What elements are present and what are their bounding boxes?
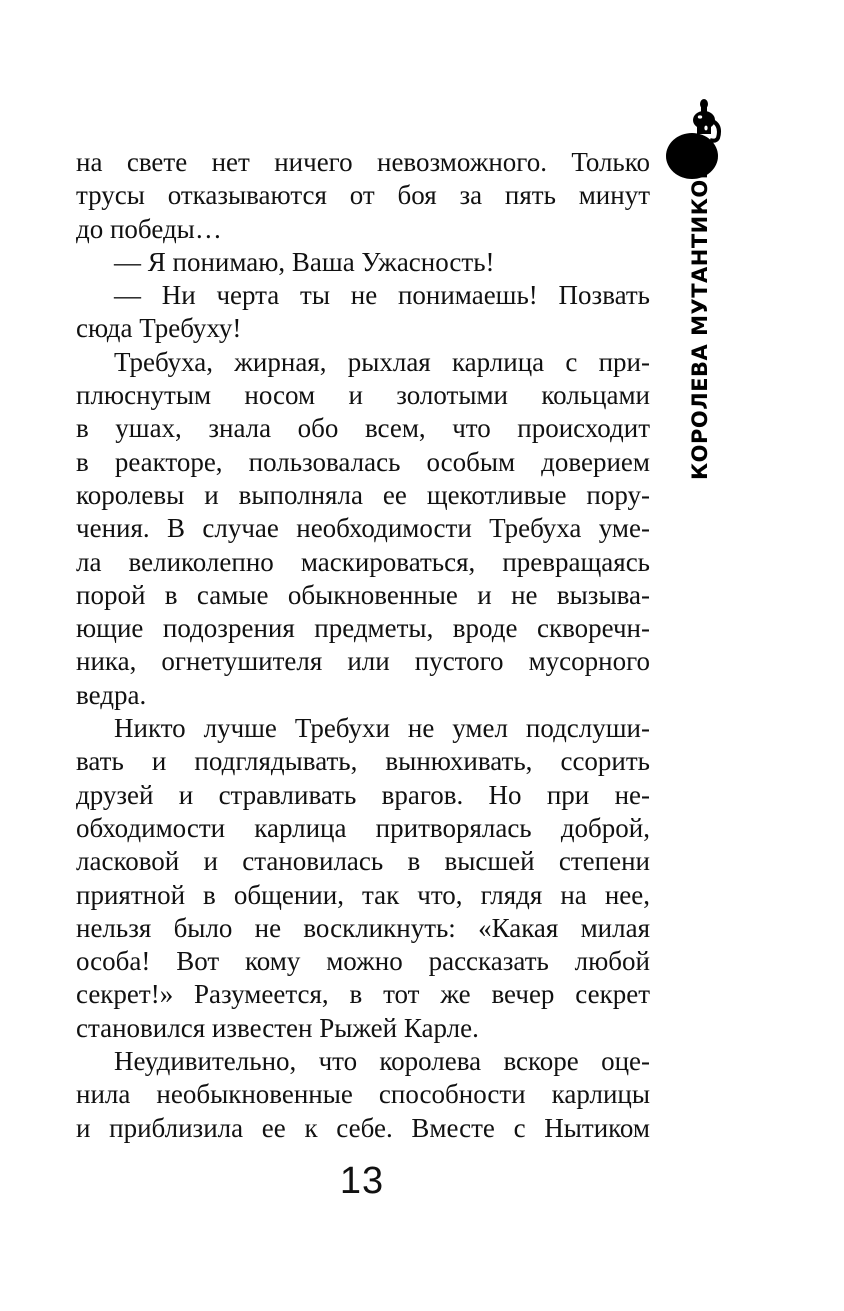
text-line: ведра.	[76, 679, 147, 710]
text-line: приятной в общении, так что, глядя на нее,	[76, 879, 650, 910]
text-line: секрет!» Разумеется, в тот же вечер секрет	[76, 979, 650, 1010]
text-line: нельзя было не воскликнуть: «Какая милая	[76, 912, 650, 943]
body-text	[76, 146, 650, 1145]
text-line: чения. В случае необходимости Требуха уме-	[76, 513, 650, 544]
text-line: в ушах, знала обо всем, что происходит	[76, 413, 650, 444]
text-line: плюснутым носом и золотыми кольцами	[76, 380, 650, 411]
text-line: нила необыкновенные способности карлицы	[76, 1079, 650, 1110]
text-line: вать и подглядывать, вынюхивать, ссорить	[76, 746, 650, 777]
text-line: становился известен Рыжей Карле.	[76, 1012, 479, 1043]
page-number: 13	[339, 1160, 385, 1202]
text-line: королевы и выполняла ее щекотливые пору-	[76, 479, 650, 510]
text-line: обходимости карлица притворялась доброй,	[76, 812, 650, 843]
text-line: ла великолепно маскироваться, превращаясь	[76, 546, 650, 577]
text-line: и приблизила ее к себе. Вместе с Нытиком	[76, 1112, 650, 1143]
text-line: Неудивительно, что королева вскоре оце-	[114, 1046, 650, 1077]
text-line: на свете нет ничего невозможного. Только	[76, 147, 650, 177]
text-line: в реакторе, пользовалась особым доверием	[76, 446, 650, 477]
text-line: друзей и стравливать врагов. Но при не-	[76, 779, 650, 810]
text-line: трусы отказываются от боя за пять минут	[76, 180, 650, 211]
text-line: ласковой и становилась в высшей степени	[76, 846, 650, 877]
text-line: — Ни черта ты не понимаешь! Позвать	[114, 280, 650, 311]
text-line: до победы…	[76, 213, 222, 244]
running-title: КОРОЛЕВА МУТАНТИКОВ	[688, 162, 712, 480]
text-line: — Я понимаю, Ваша Ужасность!	[114, 246, 495, 277]
text-line: сюда Требуху!	[76, 313, 242, 344]
text-line: порой в самые обыкновенные и не вызыва-	[76, 579, 650, 610]
text-line: особа! Вот кому можно рассказать любой	[76, 946, 650, 977]
text-line: ника, огнетушителя или пустого мусорного	[76, 646, 650, 677]
text-line: Требуха, жирная, рыхлая карлица с при-	[114, 346, 650, 377]
text-line: Никто лучше Требухи не умел подслуши-	[114, 713, 650, 744]
text-line: ющие подозрения предметы, вроде скворечн-	[76, 613, 650, 644]
